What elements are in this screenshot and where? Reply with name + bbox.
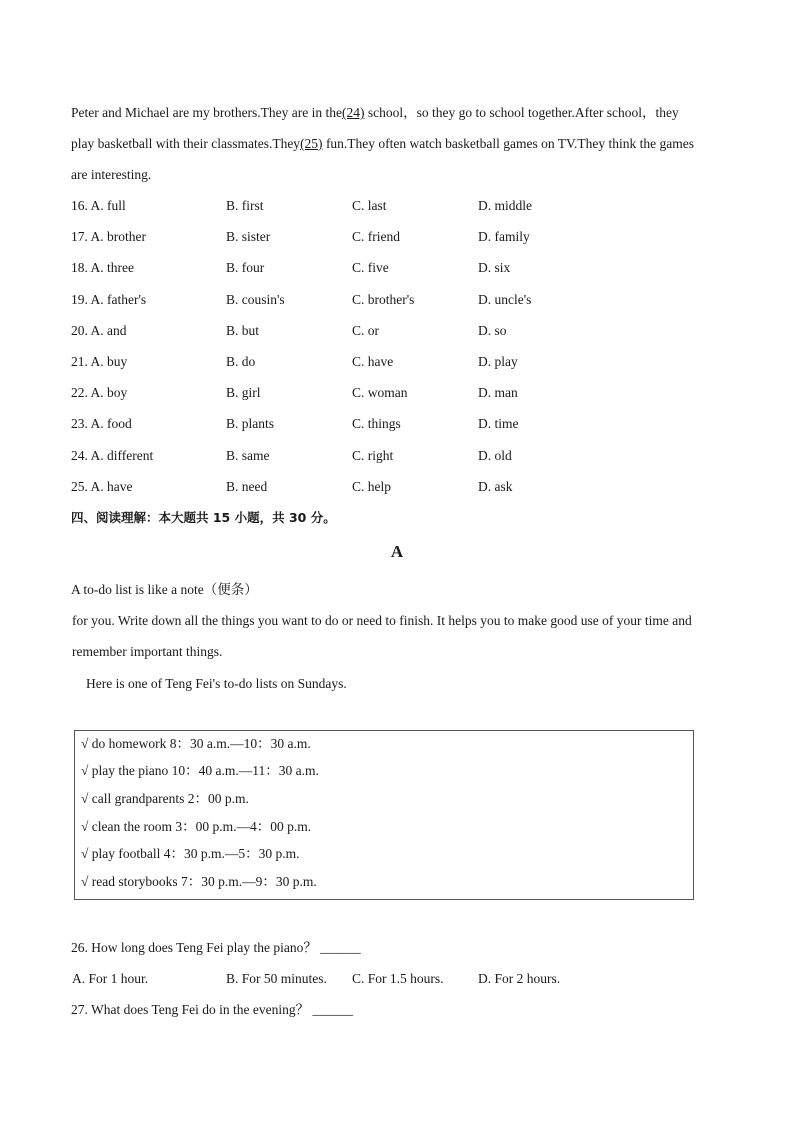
option-b[interactable]: B. same [226, 447, 270, 463]
option-b[interactable]: B. sister [226, 229, 271, 245]
section-score: 30 [288, 510, 307, 525]
option-c[interactable]: C. things [352, 416, 401, 432]
q26-option-a[interactable]: A. For 1 hour. [72, 971, 149, 986]
section-heading-text: 分。 [306, 510, 336, 525]
question-27: 27. What does Teng Fei do in the evening？ ______ [71, 1002, 354, 1017]
option-row-16 [71, 190, 731, 221]
section-heading-text: 小题，共 [230, 510, 289, 525]
q26-option-b[interactable]: B. For 50 minutes. [226, 971, 327, 986]
option-a[interactable]: A. boy [90, 385, 128, 401]
option-row-18 [71, 252, 731, 283]
option-c[interactable]: C. woman [352, 385, 408, 401]
question-number: 23. [71, 416, 88, 432]
q26-option-d[interactable]: D. For 2 hours. [478, 971, 561, 986]
option-d[interactable]: D. play [478, 353, 518, 369]
option-c[interactable]: C. right [352, 447, 394, 463]
cloze-passage [71, 97, 731, 190]
question-number: 19. [71, 291, 88, 307]
question-number: 21. [71, 353, 88, 369]
option-row-22 [71, 377, 731, 408]
todo-list-box [74, 730, 694, 900]
cloze-text: fun.They often watch basketball games on TV.They think the games [322, 136, 694, 151]
option-b[interactable]: B. do [226, 353, 256, 369]
section-heading [71, 508, 336, 526]
option-d[interactable]: D. so [478, 322, 507, 338]
passage-title: A [390, 542, 404, 561]
section-question-count: 15 [212, 510, 231, 525]
todo-item: √ do homework 8：30 a.m.—10：30 a.m. [81, 736, 311, 751]
option-b[interactable]: B. cousin's [226, 291, 285, 307]
option-d[interactable]: D. ask [478, 478, 513, 494]
option-c[interactable]: C. brother's [352, 291, 415, 307]
cloze-text: play basketball with their classmates.They [71, 136, 301, 151]
option-d[interactable]: D. man [478, 385, 518, 401]
option-row-19 [71, 284, 731, 315]
blank-24[interactable]: (24) [342, 105, 365, 120]
passage-line: for you. Write down all the things you want to do or need to finish. It helps you to make good use of your time and [72, 613, 692, 628]
passage-line: Here is one of Teng Fei's to-do lists on Sundays. [86, 676, 347, 691]
option-b[interactable]: B. plants [226, 416, 275, 432]
blank-25[interactable]: (25) [300, 136, 323, 151]
option-a[interactable]: A. different [90, 447, 154, 463]
option-a[interactable]: A. and [90, 322, 127, 338]
option-c[interactable]: C. friend [352, 229, 400, 245]
option-b[interactable]: B. four [226, 260, 265, 276]
option-d[interactable]: D. middle [478, 198, 532, 213]
option-c[interactable]: C. have [352, 353, 394, 369]
cloze-text: school，so they go to school together.After school，they [364, 105, 679, 120]
cloze-options [71, 190, 731, 502]
option-row-23 [71, 408, 731, 439]
option-row-25 [71, 471, 731, 502]
option-d[interactable]: D. family [478, 229, 530, 245]
question-number: 20. [71, 322, 88, 338]
option-c[interactable]: C. last [352, 198, 387, 213]
option-d[interactable]: D. old [478, 447, 512, 463]
option-a[interactable]: A. father's [90, 291, 147, 307]
option-a[interactable]: A. full [90, 198, 126, 213]
cloze-text: Peter and Michael are my brothers.They are in the [71, 105, 343, 120]
option-row-20 [71, 315, 731, 346]
option-b[interactable]: B. first [226, 198, 264, 213]
cloze-text: are interesting. [71, 167, 152, 182]
option-row-17 [71, 221, 731, 252]
question-number: 18. [71, 260, 88, 276]
option-row-21 [71, 346, 731, 377]
option-b[interactable]: B. girl [226, 385, 261, 401]
todo-item: √ clean the room 3：00 p.m.—4：00 p.m. [81, 819, 312, 834]
question-number: 24. [71, 447, 88, 463]
passage-line: A to-do list is like a note（便条） [71, 582, 258, 597]
option-b[interactable]: B. need [226, 478, 268, 494]
option-row-24 [71, 440, 731, 471]
question-number: 25. [71, 478, 88, 494]
todo-item: √ play football 4：30 p.m.—5：30 p.m. [81, 846, 300, 861]
option-b[interactable]: B. but [226, 322, 260, 338]
question-number: 16. [71, 198, 88, 213]
option-d[interactable]: D. six [478, 260, 511, 276]
passage-line: remember important things. [72, 644, 223, 659]
option-c[interactable]: C. help [352, 478, 391, 494]
todo-item: √ call grandparents 2：00 p.m. [81, 791, 249, 806]
option-a[interactable]: A. food [90, 416, 132, 432]
option-c[interactable]: C. five [352, 260, 389, 276]
option-a[interactable]: A. brother [90, 229, 146, 245]
todo-item: √ play the piano 10：40 a.m.—11：30 a.m. [81, 763, 319, 778]
option-a[interactable]: A. three [90, 260, 134, 276]
question-number: 22. [71, 385, 88, 401]
option-d[interactable]: D. uncle's [478, 291, 532, 307]
option-a[interactable]: A. buy [90, 353, 128, 369]
section-heading-text: 四、阅读理解：本大题共 [71, 510, 213, 525]
question-26: 26. How long does Teng Fei play the piano？ ______ [71, 940, 361, 955]
todo-item: √ read storybooks 7：30 p.m.—9：30 p.m. [81, 874, 317, 889]
option-c[interactable]: C. or [352, 322, 379, 338]
question-number: 17. [71, 229, 88, 245]
option-d[interactable]: D. time [478, 416, 519, 432]
option-a[interactable]: A. have [90, 478, 133, 494]
q26-option-c[interactable]: C. For 1.5 hours. [352, 971, 444, 986]
